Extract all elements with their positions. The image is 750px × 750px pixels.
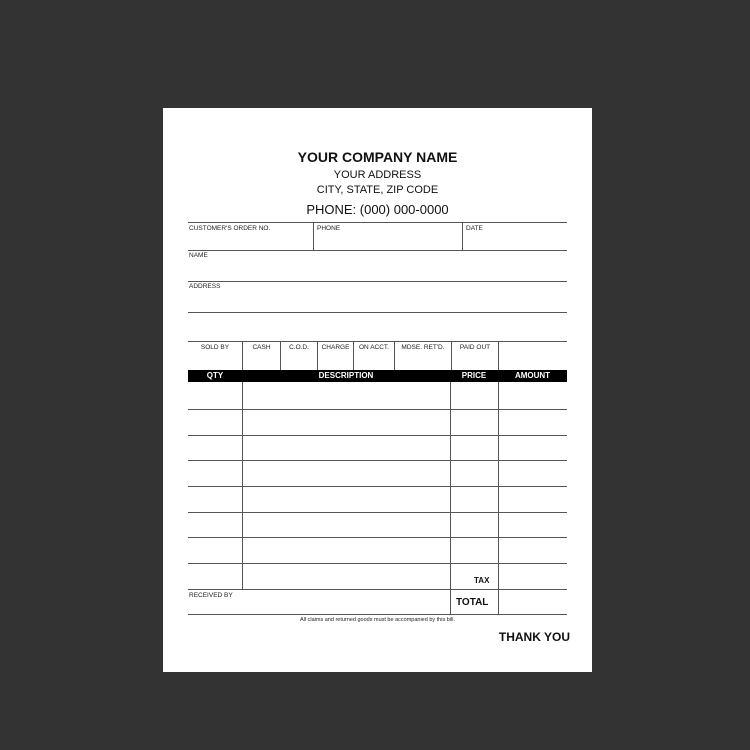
divider-after-order xyxy=(188,250,567,251)
receipt-form xyxy=(163,108,592,672)
divider-v-pay-7 xyxy=(498,341,499,370)
divider-top xyxy=(188,222,567,223)
mdse-retd-label: MDSE. RET'D. xyxy=(401,344,445,351)
sold-by-label: SOLD BY xyxy=(200,344,230,351)
table-row-line xyxy=(188,512,567,513)
amount-header: AMOUNT xyxy=(514,371,551,380)
table-row-line xyxy=(188,563,567,564)
divider-v-pay-6 xyxy=(451,341,452,370)
divider-v-pay-5 xyxy=(394,341,395,370)
thank-you-text: THANK YOU xyxy=(498,630,570,644)
company-address: YOUR ADDRESS xyxy=(333,169,422,181)
address-label: ADDRESS xyxy=(189,283,221,290)
table-row-line xyxy=(188,435,567,436)
divider-after-address xyxy=(188,312,567,313)
company-name: YOUR COMPANY NAME xyxy=(297,149,458,165)
divider-v-desc xyxy=(450,382,451,614)
divider-v-order-phone xyxy=(313,222,314,250)
divider-payment-top xyxy=(188,341,567,342)
table-row-line xyxy=(188,460,567,461)
divider-v-pay-1 xyxy=(242,341,243,370)
on-acct-label: ON ACCT. xyxy=(359,344,389,351)
received-by-label: RECEIVED BY xyxy=(189,592,233,599)
divider-v-pay-2 xyxy=(280,341,281,370)
divider-v-price xyxy=(498,382,499,614)
table-row-line xyxy=(188,589,567,590)
items-table-header xyxy=(188,370,567,382)
divider-v-pay-3 xyxy=(317,341,318,370)
claims-note: All claims and returned goods must be accompanied by this bill. xyxy=(300,617,455,623)
description-header: DESCRIPTION xyxy=(318,371,374,380)
price-header: PRICE xyxy=(461,371,487,380)
total-label: TOTAL xyxy=(456,597,489,608)
charge-label: CHARGE xyxy=(321,344,350,351)
tax-label: TAX xyxy=(474,576,490,585)
divider-bottom xyxy=(188,614,567,615)
name-label: NAME xyxy=(189,252,208,259)
divider-after-name xyxy=(188,281,567,282)
cash-label: CASH xyxy=(252,344,271,351)
customer-order-no-label: CUSTOMER'S ORDER NO. xyxy=(189,225,271,232)
cod-label: C.O.D. xyxy=(289,344,309,351)
table-row-line xyxy=(188,486,567,487)
qty-header: QTY xyxy=(206,371,224,380)
phone-label: PHONE xyxy=(317,225,341,232)
paid-out-label: PAID OUT xyxy=(459,344,491,351)
table-row-line xyxy=(188,409,567,410)
divider-v-pay-4 xyxy=(353,341,354,370)
divider-v-phone-date xyxy=(462,222,463,250)
company-phone: PHONE: (000) 000-0000 xyxy=(306,202,449,217)
company-city-state-zip: CITY, STATE, ZIP CODE xyxy=(316,184,439,196)
date-label: DATE xyxy=(466,225,483,232)
table-row-line xyxy=(188,537,567,538)
